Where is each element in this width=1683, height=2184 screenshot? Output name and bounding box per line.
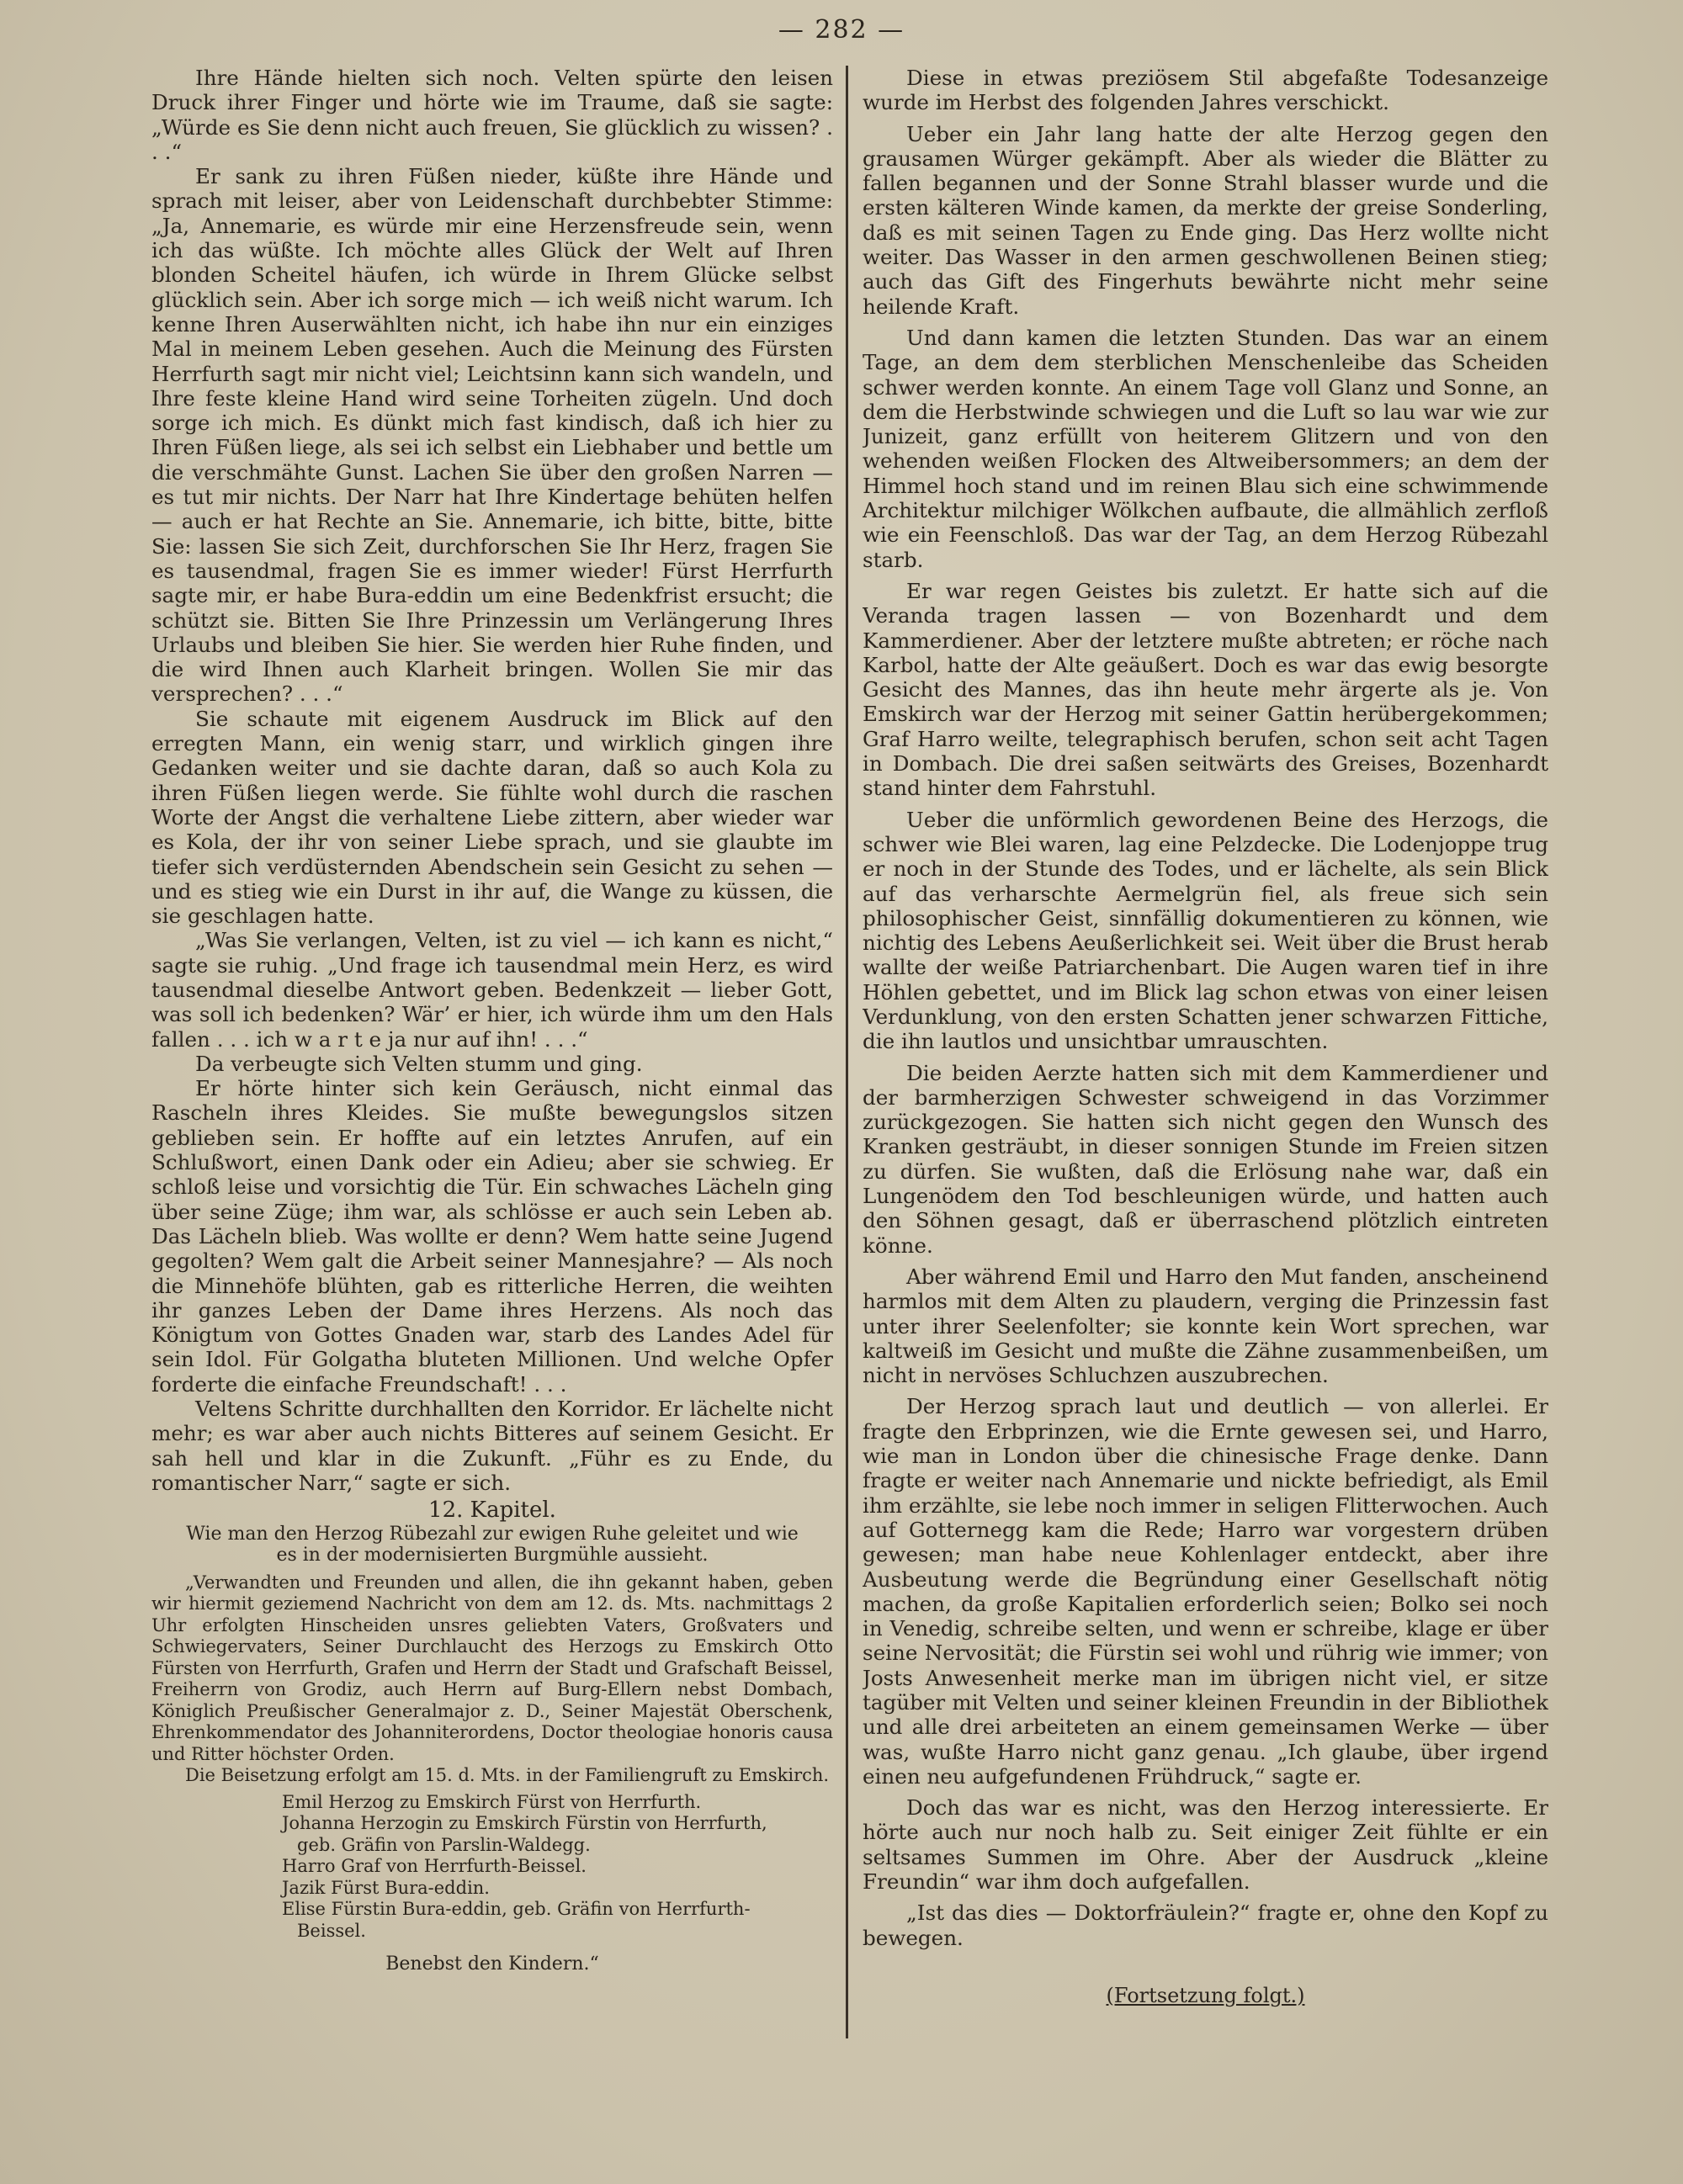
notice-paragraph: „Verwandten und Freunden und allen, die ihn gekannt haben, geben wir hiermit geziemend Nachricht von dem am 12. ds. Mts. nachmittags 2 Uhr erfolgten Hinscheiden unsres geliebten Vaters, Großvaters und Schwiegervaters, Seiner Durchlaucht des Herzogs zu Emskirch Otto Fürsten von Herrfurth, Grafen und Herrn der Stadt und Grafschaft Beissel, Freiherrn von Grodiz, auch Herrn auf Burg-Ellern nebst Dombach, Königlich Preußischer Generalmajor z. D., Seiner Majestät Oberschenk, Ehrenkommendator des Johanniterordens, Doctor theologiae honoris causa und Ritter höchster Orden. [151, 1572, 833, 1764]
continuation-note: (Fortsetzung folgt.) [1106, 1983, 1305, 2007]
signer: Johanna Herzogin zu Emskirch Fürstin von Herrfurth, [282, 1813, 767, 1834]
paragraph: „Was Sie verlangen, Velten, ist zu viel — ich kann es nicht,“ sagte sie ruhig. „Und frage ich tausendmal mein Herz, es wird tausendmal dieselbe Antwort geben. Bedenkzeit — lieber Gott, was soll ich bedenken? Wär’ er hier, ich würde ihm um den Hals fallen . . . ich w a r t e ja nur auf ihn! . . .“ [151, 928, 833, 1052]
paragraph: Sie schaute mit eigenem Ausdruck im Blick auf den erregten Mann, ein wenig starr, und wirklich gingen ihre Gedanken weiter und sie dachte daran, daß so auch Kola zu ihren Füßen liegen werde. Sie fühlte wohl durch die raschen Worte der Angst die verhaltene Liebe zittern, aber wieder war es Kola, der ihr von seiner Liebe sprach, und sie glaubte im tiefer sich verdüsternden Abendschein sein Gesicht zu sehen — und es stieg wie ein Durst in ihr auf, die Wange zu küssen, die sie geschlagen hatte. [151, 706, 833, 929]
right-column [863, 66, 1548, 2159]
death-notice [151, 1572, 833, 1787]
paragraph: „Ist das dies — Doktorfräulein?“ fragte er, ohne den Kopf zu bewegen. [863, 1900, 1548, 1950]
signer: Elise Fürstin Bura-eddin, geb. Gräfin von Herrfurth- [282, 1899, 751, 1920]
paragraph: Veltens Schritte durchhallten den Korridor. Er lächelte nicht mehr; es war aber auch nichts Bitteres auf seinem Gesicht. Er sah hell und klar in die Zukunft. „Führ es zu Ende, du romantischer Narr,“ sagte er sich. [151, 1397, 833, 1495]
paragraph: Der Herzog sprach laut und deutlich — von allerlei. Er fragte den Erbprinzen, wie die Ernte gewesen sei, und Harro, wie man in London über die chinesische Frage denke. Dann fragte er weiter nach Annemarie und nickte befriedigt, als Emil ihm erzählte, sie lebe noch immer in seligen Flitterwochen. Auch auf Gotternegg kam die Rede; Harro war vorgestern drüben gewesen; man habe neue Kohlenlager entdeckt, aber ihre Ausbeutung werde die Begründung einer Gesellschaft nötig machen, da große Kapitalien erforderlich seien; Bolko sei noch in Venedig, schreibe selten, und wenn er schreibe, klage er über seine Nervosität; die Fürstin sei wohl und rührig wie immer; von Josts Anwesenheit merke man im übrigen nicht viel, er sitze tagüber mit Velten und seiner kleinen Freundin in der Bibliothek und alle drei arbeiteten an einem gemeinsamen Werke — über was, wußte Harro nicht ganz genau. „Ich glaube, über irgend einen neu aufgefundenen Frühdruck,“ sagte er. [863, 1394, 1548, 1789]
signer: Jazik Fürst Bura-eddin. [282, 1877, 490, 1898]
paragraph: Und dann kamen die letzten Stunden. Das war an einem Tage, an dem dem sterblichen Menschenleibe das Scheiden schwer werden konnte. An einem Tage voll Glanz und Sonne, an dem die Herbstwinde schwiegen und die Luft so lau war wie zur Junizeit, ganz erfüllt von heiterem Glitzern und von den wehenden weißen Flocken des Altweibersommers; an dem der Himmel hoch stand und im reinen Blau sich eine schwimmende Architektur milchiger Wölkchen aufbaute, die allmählich zerfloß wie ein Feenschloß. Das war der Tag, an dem Herzog Rübezahl starb. [863, 325, 1548, 572]
paragraph: Er sank zu ihren Füßen nieder, küßte ihre Hände und sprach mit leiser, aber von Leidenschaft durchbebter Stimme: „Ja, Annemarie, es würde mir eine Herzensfreude sein, wenn ich das wüßte. Ich möchte alles Glück der Welt auf Ihren blonden Scheitel häufen, ich würde in Ihrem Glücke selbst glücklich sein. Aber ich sorge mich — ich weiß nicht warum. Ich kenne Ihren Auserwählten nicht, ich habe ihn nur ein einziges Mal in meinem Leben gesehen. Auch die Meinung des Fürsten Herrfurth sagt mir nicht viel; Leichtsinn kann sich wandeln, und Ihre feste kleine Hand wird seine Torheiten zügeln. Und doch sorge ich mich. Es dünkt mich fast kindisch, daß ich hier zu Ihren Füßen liege, als sei ich selbst ein Liebhaber und bettle um die verschmähte Gunst. Lachen Sie über den großen Narren — es tut mir nichts. Der Narr hat Ihre Kindertage behüten helfen — auch er hat Rechte an Sie. Annemarie, ich bitte, bitte, bitte Sie: lassen Sie sich Zeit, durchforschen Sie Ihr Herz, fragen Sie es tausendmal, fragen Sie es immer wieder! Fürst Herrfurth sagte mir, er habe Bura-eddin um eine Bedenkfrist ersucht; die schützt sie. Bitten Sie Ihre Prinzessin um Verlängerung Ihres Urlaubs und bleiben Sie hier. Sie werden hier Ruhe finden, und die wird Ihnen auch Klarheit bringen. Wollen Sie mir das versprechen? . . .“ [151, 164, 833, 707]
page-number: — 282 — [778, 15, 905, 45]
left-column [151, 66, 833, 2159]
paragraph: Aber während Emil und Harro den Mut fanden, anscheinend harmlos mit dem Alten zu plaudern, verging die Prinzessin fast unter ihrer Seelenfolter; sie konnte kein Wort sprechen, war kaltweiß im Gesicht und mußte die Zähne zusammenbeißen, um nicht in nervöses Schluchzen auszubrechen. [863, 1264, 1548, 1388]
signer: Emil Herzog zu Emskirch Fürst von Herrfurth. [282, 1791, 702, 1812]
chapter-title: 12. Kapitel. [428, 1498, 556, 1524]
paragraph: Ueber die unförmlich gewordenen Beine des Herzogs, die schwer wie Blei waren, lag eine Pelzdecke. Die Lodenjoppe trug er noch in der Stunde des Todes, und er lächelte, als sein Blick auf das verharschte Aermelgrün fiel, als freue sich sein philosophischer Geist, sinnfällig dokumentieren zu können, wie nichtig des Lebens Aeußerlichkeit sei. Weit über die Brust herab wallte der weiße Patriarchenbart. Die Augen waren tief in ihre Höhlen gebettet, und im Blick lag schon etwas von einer leisen Verdunklung, von den ersten Schatten jener schwarzen Fittiche, die ihn lautlos und unsichtbar umrauschten. [863, 807, 1548, 1054]
paragraph: Er hörte hinter sich kein Geräusch, nicht einmal das Rascheln ihres Kleides. Sie mußte bewegungslos sitzen geblieben sein. Er hoffte auf ein letztes Anrufen, auf ein Schlußwort, einen Dank oder ein Adieu; aber sie schwieg. Er schloß leise und vorsichtig die Tür. Ein schwaches Lächeln ging über seine Züge; ihm war, als schlösse er auch sein Leben ab. Das Lächeln blieb. Was wollte er denn? Wem hatte seine Jugend gegolten? Wem galt die Arbeit seiner Mannesjahre? — Als noch die Minnehöfe blühten, gab es ritterliche Herren, die weihten ihr ganzes Leben der Dame ihres Herzens. Als noch das Königtum von Gottes Gnaden war, starb des Landes Adel für sein Idol. Für Golgatha bluteten Millionen. Und welche Opfer forderte die einfache Freundschaft! . . . [151, 1076, 833, 1397]
column-divider [846, 66, 848, 2038]
paragraph: Er war regen Geistes bis zuletzt. Er hatte sich auf die Veranda tragen lassen — von Bozenhardt und dem Kammerdiener. Aber der letztere mußte abtreten; er röche nach Karbol, hatte der Alte geäußert. Doch es war das ewig besorgte Gesicht des Mannes, das ihn heute mehr ärgerte als je. Von Emskirch war der Herzog mit seiner Gattin herübergekommen; Graf Harro weilte, telegraphisch berufen, schon seit acht Tagen in Dombach. Die drei saßen seitwärts des Greises, Bozenhardt stand hinter dem Fahrstuhl. [863, 578, 1548, 801]
signer: Harro Graf von Herrfurth-Beissel. [282, 1856, 587, 1877]
paragraph: Diese in etwas preziösem Stil abgefaßte Todesanzeige wurde im Herbst des folgenden Jahres verschickt. [863, 66, 1548, 115]
signer: Beissel. [297, 1920, 366, 1941]
signer: geb. Gräfin von Parslin-Waldegg. [297, 1834, 591, 1855]
chapter-subtitle: Wie man den Herzog Rübezahl zur ewigen Ruhe geleitet und wie es in der modernisierten Burgmühle aussieht. [186, 1523, 799, 1566]
paragraph: Doch das war es nicht, was den Herzog interessierte. Er hörte auch nur noch halb zu. Seit einiger Zeit fühlte er ein seltsames Summen im Ohre. Aber der Ausdruck „kleine Freundin“ war ihm doch aufgefallen. [863, 1795, 1548, 1895]
paragraph: Die beiden Aerzte hatten sich mit dem Kammerdiener und der barmherzigen Schwester schweigend in das Vorzimmer zurückgezogen. Sie hatten sich nicht gegen den Wunsch des Kranken gesträubt, in dieser sonnigen Stunde im Freien sitzen zu dürfen. Sie wußten, daß die Erlösung nahe war, daß ein Lungenödem den Tod beschleunigen würde, und hatten auch den Söhnen gesagt, daß er überraschend plötzlich eintreten könne. [863, 1060, 1548, 1258]
paragraph: Da verbeugte sich Velten stumm und ging. [195, 1051, 643, 1076]
notice-closing: Benebst den Kindern.“ [385, 1953, 599, 1975]
notice-paragraph: Die Beisetzung erfolgt am 15. d. Mts. in der Familiengruft zu Emskirch. [185, 1765, 830, 1786]
paragraph: Ihre Hände hielten sich noch. Velten spürte den leisen Druck ihrer Finger und hörte wie im Traume, daß sie sagte: „Würde es Sie denn nicht auch freuen, Sie glücklich zu wissen? . . .“ [151, 66, 833, 164]
paragraph: Ueber ein Jahr lang hatte der alte Herzog gegen den grausamen Würger gekämpft. Aber als wieder die Blätter zu fallen begannen und der Sonne Strahl blasser wurde und die ersten kälteren Winde kamen, da merkte der greise Sonderling, daß es mit seinen Tagen zu Ende ging. Das Herz wollte nicht weiter. Das Wasser in den armen geschwollenen Beinen stieg; auch das Gift des Fingerhuts bewährte nicht mehr seine heilende Kraft. [863, 121, 1548, 319]
signers-list [151, 1792, 833, 1943]
